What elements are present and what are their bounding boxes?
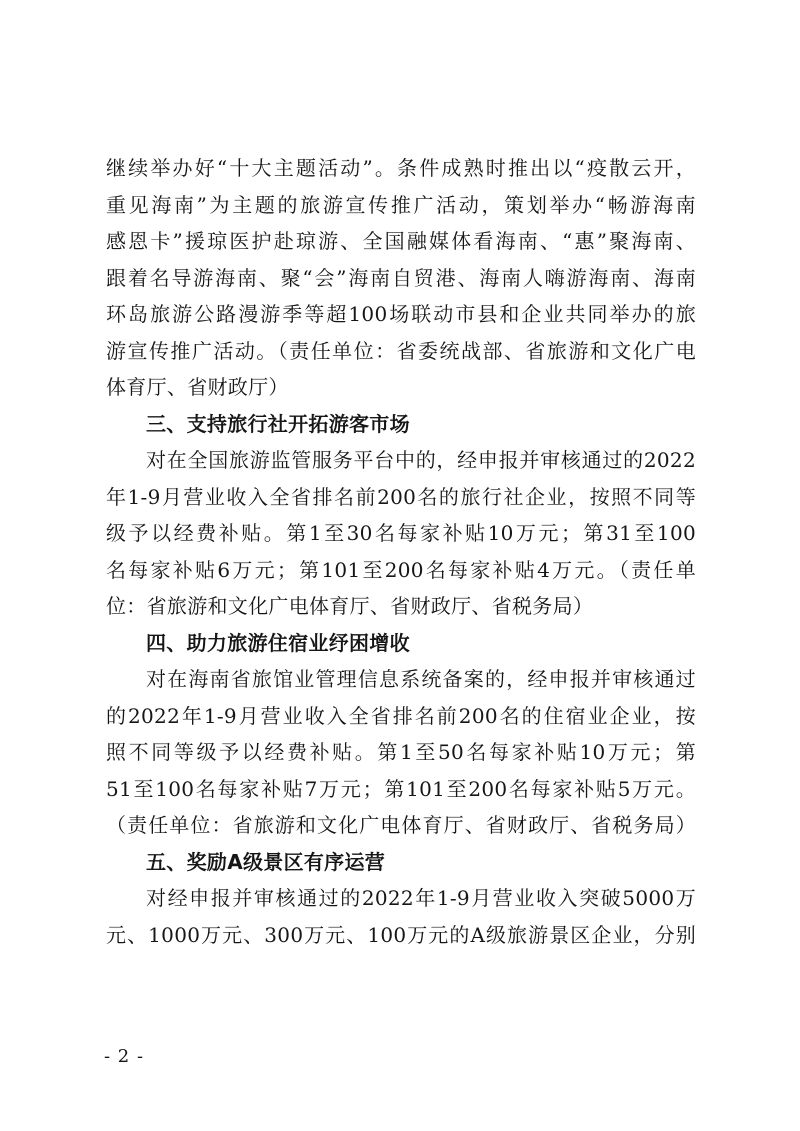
section-heading: 四、助力旅游住宿业纾困增收 — [146, 630, 410, 655]
body-line: 名每家补贴6万元；第101至200名每家补贴4万元。（责任单 — [106, 557, 696, 582]
body-line: 继续举办好“十大主题活动”。条件成熟时推出以“疫散云开， — [106, 156, 696, 180]
body-line: 对在海南省旅馆业管理信息系统备案的，经申报并审核通过 — [146, 667, 696, 691]
body-line: 级予以经费补贴。第1至30名每家补贴10万元；第31至100 — [106, 521, 696, 545]
document-body — [106, 150, 696, 953]
body-line: 跟着名导游海南、聚“会”海南自贸港、海南人嗨游海南、海南 — [106, 265, 696, 290]
body-line: 位：省旅游和文化广电体育厅、省财政厅、省税务局） — [106, 594, 594, 618]
body-line: 体育厅、省财政厅） — [106, 375, 289, 399]
body-line: 重见海南”为主题的旅游宣传推广活动，策划举办“畅游海南 — [106, 192, 696, 217]
body-line: 的2022年1-9月营业收入全省排名前200名的住宿业企业，按 — [106, 703, 696, 728]
section-heading: 三、支持旅行社开拓游客市场 — [146, 411, 410, 436]
body-line: 游宣传推广活动。（责任单位：省委统战部、省旅游和文化广电 — [106, 338, 696, 363]
body-line: 照不同等级予以经费补贴。第1至50名每家补贴10万元；第 — [106, 740, 696, 764]
body-line: 对在全国旅游监管服务平台中的，经申报并审核通过的2022 — [146, 448, 696, 472]
body-line: 感恩卡”援琼医护赴琼游、全国融媒体看海南、“惠”聚海南、 — [106, 229, 696, 253]
page-number: - 2 - — [104, 1046, 145, 1067]
body-line: 51至100名每家补贴7万元；第101至200名每家补贴5万元。 — [106, 776, 696, 801]
section-heading: 五、奖励A级景区有序运营 — [146, 849, 386, 874]
body-line: 元、1000万元、300万元、100万元的A级旅游景区企业，分别 — [106, 922, 696, 947]
body-line: 对经申报并审核通过的2022年1-9月营业收入突破5000万 — [146, 886, 696, 910]
body-line: 年1-9月营业收入全省排名前200名的旅行社企业，按照不同等 — [106, 484, 696, 509]
body-line: （责任单位：省旅游和文化广电体育厅、省财政厅、省税务局） — [106, 813, 696, 837]
body-line: 环岛旅游公路漫游季等超100场联动市县和企业共同举办的旅 — [106, 302, 696, 326]
